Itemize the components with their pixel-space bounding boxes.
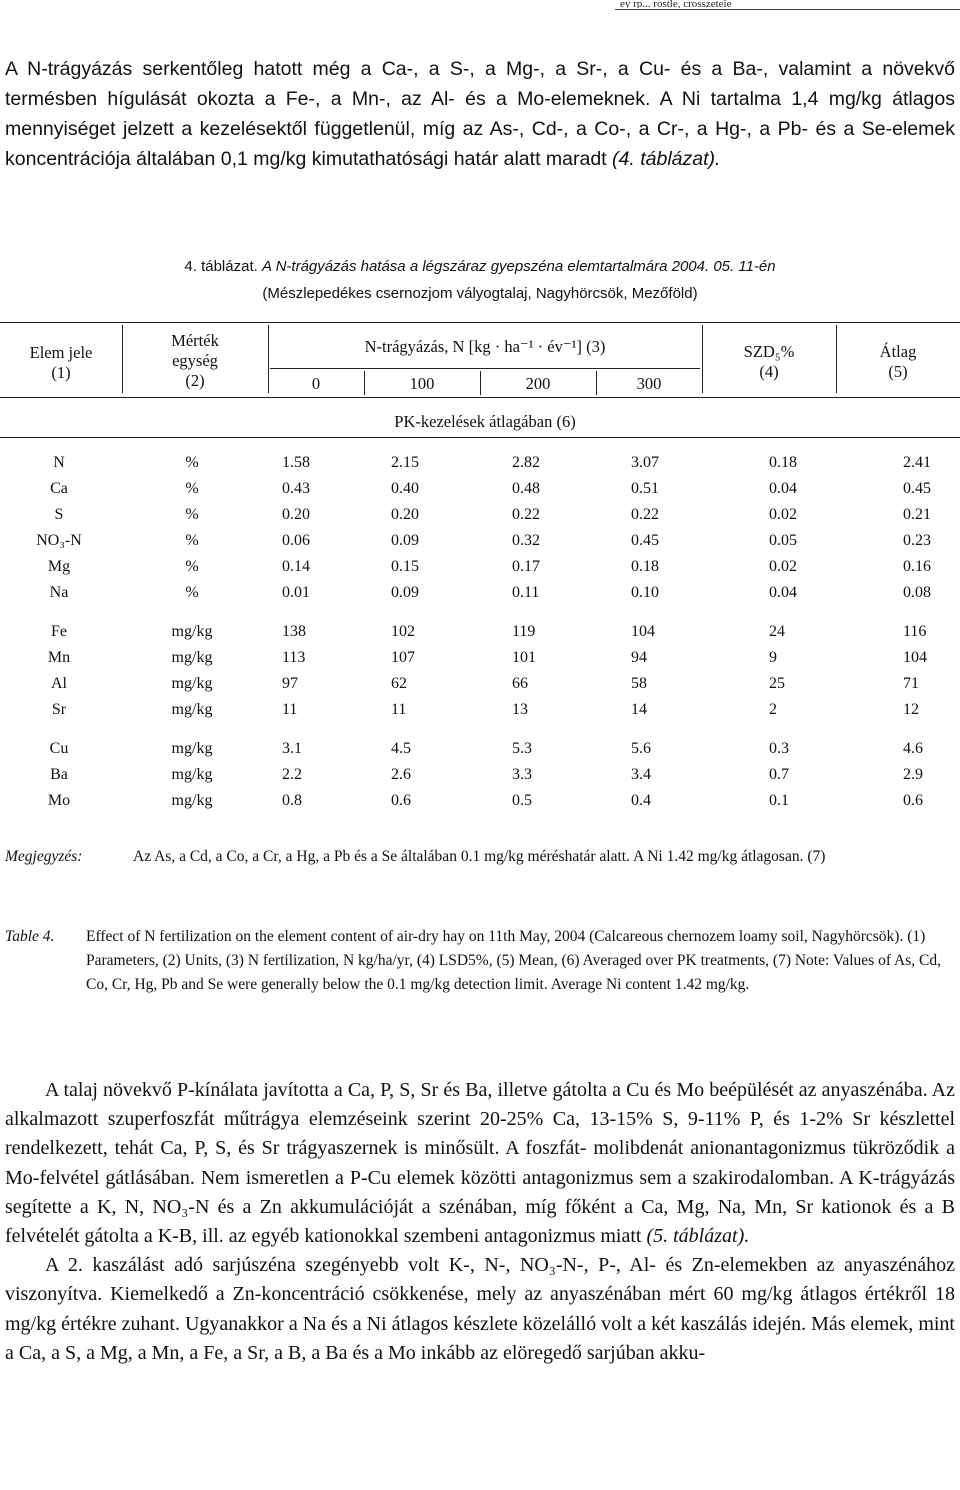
caption-title: A N-trágyázás hatása a légszáraz gyepszéna elemtartalmára 2004. 05. 11-én — [261, 258, 776, 275]
header-mean: Átlag (5) — [879, 342, 917, 381]
value-cell-0: 0.06 — [282, 532, 310, 549]
intro-table-ref: (4. táblázat). — [612, 148, 721, 170]
table-row — [0, 788, 960, 814]
value-cell-0: 113 — [282, 649, 306, 666]
element-cell: S — [54, 506, 64, 523]
lsd-cell: 9 — [769, 649, 777, 666]
element-cell: Al — [51, 675, 67, 692]
unit-cell: mg/kg — [171, 792, 213, 809]
value-cell-100: 2.15 — [391, 454, 419, 471]
english-caption-label: Table 4. — [5, 928, 55, 945]
value-cell-300: 0.45 — [631, 532, 659, 549]
english-caption — [5, 925, 955, 997]
element-cell: Mo — [47, 792, 71, 809]
lsd-cell: 0.02 — [769, 506, 797, 523]
table-row — [0, 580, 960, 606]
value-cell-0: 2.2 — [282, 766, 302, 783]
lsd-cell: 24 — [769, 623, 785, 640]
body-table-ref: (5. táblázat). — [646, 1225, 750, 1248]
value-cell-0: 0.43 — [282, 480, 310, 497]
mean-cell: 2.9 — [903, 766, 923, 783]
mean-cell: 12 — [903, 701, 919, 718]
table-row — [0, 697, 960, 723]
table-row — [0, 528, 960, 554]
lsd-cell: 0.7 — [769, 766, 789, 783]
running-header: ey rp... rostle, crosszeteie — [620, 0, 732, 8]
mean-cell: 71 — [903, 675, 919, 692]
value-cell-100: 0.40 — [391, 480, 419, 497]
data-table — [0, 450, 960, 814]
value-cell-200: 0.32 — [512, 532, 540, 549]
header-level-0: 0 — [311, 374, 321, 393]
element-cell: Cu — [49, 740, 69, 757]
value-cell-0: 138 — [282, 623, 306, 640]
value-cell-300: 104 — [631, 623, 655, 640]
lsd-cell: 0.18 — [769, 454, 797, 471]
table-row — [0, 450, 960, 476]
header-pk-average: PK-kezelések átlagában (6) — [394, 412, 576, 431]
value-cell-100: 0.6 — [391, 792, 411, 809]
unit-cell: % — [185, 532, 199, 549]
table-row — [0, 762, 960, 788]
group-gap — [0, 723, 960, 736]
table-top-rule — [0, 322, 960, 323]
value-cell-100: 2.6 — [391, 766, 411, 783]
value-cell-200: 0.5 — [512, 792, 532, 809]
table-row — [0, 736, 960, 762]
value-cell-300: 0.18 — [631, 558, 659, 575]
unit-cell: % — [185, 558, 199, 575]
mean-cell: 0.21 — [903, 506, 931, 523]
table-row — [0, 502, 960, 528]
value-cell-300: 3.07 — [631, 454, 659, 471]
unit-cell: mg/kg — [171, 740, 213, 757]
value-cell-300: 0.51 — [631, 480, 659, 497]
value-cell-0: 0.01 — [282, 584, 310, 601]
element-cell: NO₃-N — [36, 532, 82, 549]
group-gap — [0, 606, 960, 619]
unit-cell: mg/kg — [171, 766, 213, 783]
lsd-cell: 0.04 — [769, 480, 797, 497]
mean-cell: 4.6 — [903, 740, 923, 757]
unit-cell: mg/kg — [171, 649, 213, 666]
unit-cell: mg/kg — [171, 701, 213, 718]
lsd-cell: 0.04 — [769, 584, 797, 601]
mean-cell: 2.41 — [903, 454, 931, 471]
lsd-cell: 0.05 — [769, 532, 797, 549]
value-cell-300: 0.4 — [631, 792, 651, 809]
header-bottom-rule — [0, 397, 960, 398]
unit-cell: mg/kg — [171, 623, 213, 640]
value-cell-200: 13 — [512, 701, 528, 718]
lsd-cell: 0.1 — [769, 792, 789, 809]
value-cell-0: 3.1 — [282, 740, 302, 757]
value-cell-300: 94 — [631, 649, 647, 666]
unit-cell: % — [185, 506, 199, 523]
value-cell-0: 11 — [282, 701, 298, 718]
element-cell: Ca — [50, 480, 68, 497]
value-cell-100: 102 — [391, 623, 415, 640]
header-rule — [615, 9, 960, 10]
intro-text: A N-trágyázás serkentőleg hatott még a Ca-, a S-, a Mg-, a Sr-, a Cu- és a Ba-, valamint a növekvő termésben hígulását okozta a Fe-, a Mn-, az Al- és a Mo-elemeknek. A Ni tartalma 1,4 mg/kg átlagos mennyiséget jelzett a kezelésektől függetlenül, míg az As-, Cd-, a Co-, a Cr-, a Hg-, a Pb- és a Se-elemek koncentrációja általában 0,1 mg/kg kimutathatósági határ alatt maradt — [5, 58, 955, 170]
mean-cell: 0.08 — [903, 584, 931, 601]
value-cell-200: 3.3 — [512, 766, 532, 783]
unit-cell: % — [185, 454, 199, 471]
value-cell-0: 0.8 — [282, 792, 302, 809]
value-cell-100: 62 — [391, 675, 407, 692]
table-row — [0, 645, 960, 671]
value-cell-0: 0.14 — [282, 558, 310, 575]
value-cell-100: 0.20 — [391, 506, 419, 523]
value-cell-300: 5.6 — [631, 740, 651, 757]
table-row — [0, 671, 960, 697]
element-cell: Fe — [51, 623, 67, 640]
value-cell-200: 2.82 — [512, 454, 540, 471]
value-cell-100: 0.09 — [391, 532, 419, 549]
english-caption-text: Effect of N fertilization on the element content of air-dry hay on 11th May, 2004 (Calcareous chernozem loamy soil, Nagyhörcsök). (1) Parameters, (2) Units, (3) N fertilization, N kg/ha/yr, (4) LSD5%, (5) Mean, (6) Averaged over PK treatments, (7) Note: Values of As, Cd, Co, Cr, Hg, Pb and Se were generally below the 0.1 mg/kg detection limit. Average Ni content 1.42 mg/kg. — [86, 928, 941, 993]
mean-cell: 0.23 — [903, 532, 931, 549]
mean-cell: 0.16 — [903, 558, 931, 575]
element-cell: Sr — [51, 701, 67, 718]
value-cell-300: 0.22 — [631, 506, 659, 523]
body-text — [5, 1076, 955, 1368]
note-label: Megjegyzés: — [5, 848, 83, 865]
header-lsd: SZD₅% (4) — [743, 342, 795, 381]
header-level-300: 300 — [636, 374, 662, 393]
value-cell-200: 101 — [512, 649, 536, 666]
table-note — [5, 845, 955, 869]
value-cell-0: 0.20 — [282, 506, 310, 523]
element-cell: N — [53, 454, 65, 471]
mean-cell: 104 — [903, 649, 927, 666]
table-caption — [0, 258, 960, 275]
header-element: Elem jele (1) — [29, 343, 93, 382]
value-cell-200: 5.3 — [512, 740, 532, 757]
body-paragraph-2: A 2. kaszálást adó sarjúszéna szegényebb volt K-, N-, NO₃-N-, P-, Al- és Zn-elemekben az anyaszénához viszonyítva. Kiemelkedő a Zn-koncentráció csökkenése, mely az anyaszénában mért 60 mg/kg átlagos értékről 18 mg/kg értékre zuhant. Ugyanakkor a Na és a Ni átlagos készlete közelálló volt a két kaszálás idején. Más elemek, mint a Ca, a S, a Mg, a Mn, a Fe, a Sr, a B, a Ba és a Mo inkább az elöregedő sarjúban akku- — [5, 1254, 955, 1364]
value-cell-200: 66 — [512, 675, 528, 692]
unit-cell: % — [185, 584, 199, 601]
header-n-fertilization: N-trágyázás, N [kg · ha⁻¹ · év⁻¹] (3) — [364, 337, 606, 356]
value-cell-100: 107 — [391, 649, 415, 666]
value-cell-0: 1.58 — [282, 454, 310, 471]
table-row — [0, 476, 960, 502]
header-level-200: 200 — [525, 374, 551, 393]
value-cell-200: 0.22 — [512, 506, 540, 523]
value-cell-300: 3.4 — [631, 766, 651, 783]
table-row — [0, 554, 960, 580]
element-cell: Mn — [47, 649, 71, 666]
intro-paragraph — [5, 54, 955, 174]
table-row — [0, 619, 960, 645]
lsd-cell: 0.3 — [769, 740, 789, 757]
element-cell: Na — [49, 584, 69, 601]
mean-cell: 0.6 — [903, 792, 923, 809]
header-level-100: 100 — [409, 374, 435, 393]
unit-cell: mg/kg — [171, 675, 213, 692]
table-caption-subtitle: (Mészlepedékes csernozjom vályogtalaj, Nagyhörcsök, Mezőföld) — [262, 285, 698, 302]
lsd-cell: 2 — [769, 701, 777, 718]
pk-rule — [0, 437, 960, 438]
mean-cell: 116 — [903, 623, 927, 640]
body-paragraph-1: A talaj növekvő P-kínálata javította a Ca, P, S, Sr és Ba, illetve gátolta a Cu és Mo beépülését az anyaszénába. Az alkalmazott szuperfoszfát műtrágya elemzéseink szerint 20-25% Ca, 13-15% S, 9-11% P, és 1-2% Sr készlettel rendelkezett, tehát Ca, P, S, és Sr trágyaszernek is minősült. A foszfát- molibdenát anionantagonizmus tükröződik a Mo-felvétel gátlásában. Nem ismeretlen a P-Cu elemek közötti antagonizmus sem a szakirodalomban. A K-trágyázás segítette a K, N, NO₃-N és a Zn akkumulációját a szénában, míg főként a Ca, Mg, Na, Mn, Sr kationok és a B felvételét gátolta a K-B, ill. az egyéb kationokkal szembeni antagonizmus miatt (5. táblázat). — [5, 1079, 955, 1248]
value-cell-0: 97 — [282, 675, 298, 692]
value-cell-100: 0.09 — [391, 584, 419, 601]
value-cell-100: 11 — [391, 701, 407, 718]
value-cell-100: 4.5 — [391, 740, 411, 757]
unit-cell: % — [185, 480, 199, 497]
header-unit: Mérték egység (2) — [171, 331, 219, 390]
value-cell-200: 0.48 — [512, 480, 540, 497]
mean-cell: 0.45 — [903, 480, 931, 497]
value-cell-100: 0.15 — [391, 558, 419, 575]
header-mid-rule — [270, 368, 700, 369]
value-cell-300: 58 — [631, 675, 647, 692]
element-cell: Ba — [50, 766, 68, 783]
lsd-cell: 25 — [769, 675, 785, 692]
value-cell-200: 0.17 — [512, 558, 540, 575]
value-cell-300: 14 — [631, 701, 647, 718]
lsd-cell: 0.02 — [769, 558, 797, 575]
caption-label: 4. táblázat. — [184, 258, 258, 275]
value-cell-300: 0.10 — [631, 584, 659, 601]
value-cell-200: 119 — [512, 623, 536, 640]
element-cell: Mg — [47, 558, 71, 575]
value-cell-200: 0.11 — [512, 584, 540, 601]
note-text: Az As, a Cd, a Co, a Cr, a Hg, a Pb és a Se általában 0.1 mg/kg méréshatár alatt. A Ni 1.42 mg/kg átlagosan. (7) — [133, 848, 826, 865]
